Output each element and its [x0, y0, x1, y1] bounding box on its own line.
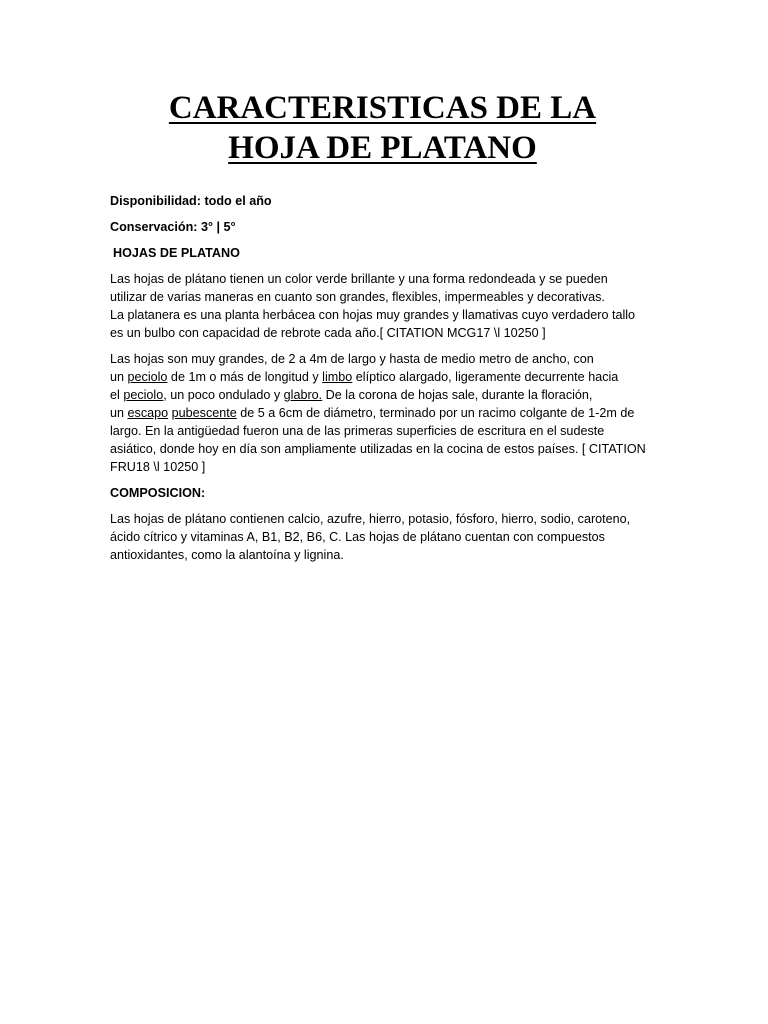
glabro-link[interactable]: glabro. [283, 388, 323, 402]
text-line: es un bulbo con capacidad de rebrote cada año.[ CITATION MCG17 \l 10250 ] [110, 326, 546, 340]
text-fragment: , un poco ondulado y [163, 388, 284, 402]
conservation-line: Conservación: 3° | 5° [110, 220, 236, 234]
escapo-link[interactable]: escapo [127, 406, 169, 420]
text-line [110, 386, 655, 404]
pubescente-link[interactable]: pubescente [171, 406, 237, 420]
text-line: La platanera es una planta herbácea con hojas muy grandes y llamativas cuyo verdadero tallo [110, 308, 636, 322]
text-line: Las hojas son muy grandes, de 2 a 4m de largo y hasta de medio metro de ancho, con [110, 352, 594, 366]
paragraph-morphology [110, 350, 655, 476]
document-body [110, 192, 655, 564]
text-line: Las hojas de plátano contienen calcio, azufre, hierro, potasio, fósforo, hierro, sodio, caroteno, [110, 512, 631, 526]
text-fragment: el [110, 388, 124, 402]
peciolo-link-2[interactable]: peciolo [123, 388, 164, 402]
page-title [110, 88, 655, 168]
text-line [110, 368, 655, 386]
availability-line: Disponibilidad: todo el año [110, 194, 272, 208]
text-fragment: elíptico alargado, ligeramente decurrente hacia [352, 370, 619, 384]
title-line-2: HOJA DE PLATANO [228, 130, 537, 166]
paragraph-description [110, 270, 655, 342]
text-line: ácido cítrico y vitaminas A, B1, B2, B6, C. Las hojas de plátano cuentan con compuestos [110, 530, 605, 544]
text-fragment: un [110, 370, 128, 384]
peciolo-link[interactable]: peciolo [127, 370, 168, 384]
text-line: antioxidantes, como la alantoína y lignina. [110, 548, 344, 562]
text-fragment: un [110, 406, 128, 420]
limbo-link[interactable]: limbo [322, 370, 353, 384]
text-fragment: de 5 a 6cm de diámetro, terminado por un racimo colgante de 1-2m de [236, 406, 635, 420]
title-line-1: CARACTERISTICAS DE LA [168, 90, 597, 126]
text-line: largo. En la antigüedad fueron una de las primeras superficies de escritura en el sudeste [110, 424, 605, 438]
text-line: asiático, donde hoy en día son ampliamente utilizadas en la cocina de estos países. [ CITATION [110, 442, 646, 456]
section-heading-composicion: COMPOSICION: [110, 486, 206, 500]
text-fragment: De la corona de hojas sale, durante la floración, [322, 388, 593, 402]
text-line [110, 404, 655, 422]
document-page [110, 88, 655, 572]
text-line: Las hojas de plátano tienen un color verde brillante y una forma redondeada y se pueden [110, 272, 608, 286]
text-fragment: de 1m o más de longitud y [167, 370, 323, 384]
text-line: FRU18 \l 10250 ] [110, 460, 206, 474]
text-line: utilizar de varias maneras en cuanto son grandes, flexibles, impermeables y decorativas. [110, 290, 605, 304]
section-heading-hojas: HOJAS DE PLATANO [113, 246, 240, 260]
paragraph-composition [110, 510, 655, 564]
